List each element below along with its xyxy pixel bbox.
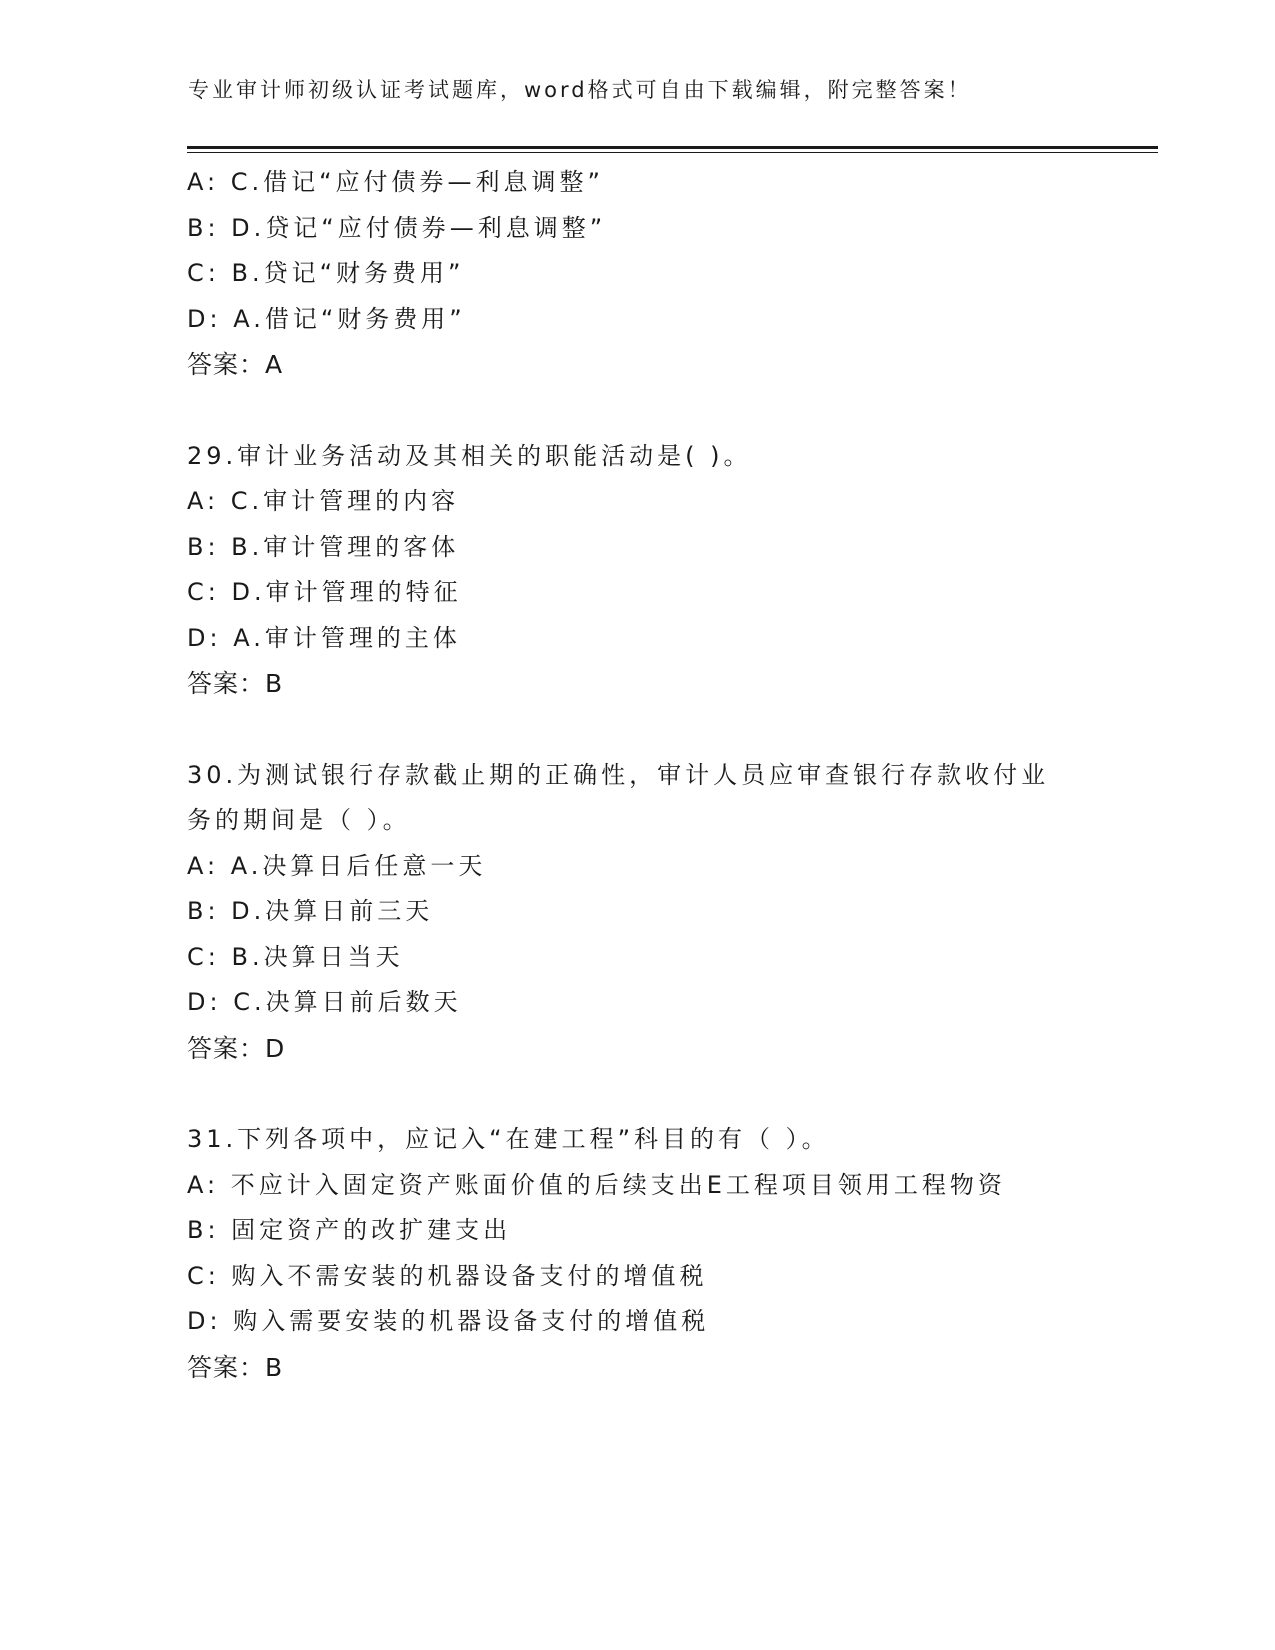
question-stem: 30.为测试银行存款截止期的正确性，审计人员应审查银行存款收付业务的期间是（ ）。 bbox=[187, 760, 1050, 834]
header-rule-thin bbox=[187, 152, 1158, 153]
option-a: A: A.决算日后任意一天 bbox=[187, 851, 487, 880]
option-c: C: 购入不需安装的机器设备支付的增值税 bbox=[187, 1261, 708, 1290]
question-30 bbox=[187, 753, 1087, 1072]
question-content bbox=[187, 160, 1087, 1390]
question-28 bbox=[187, 160, 1087, 388]
option-b: B: D.贷记“应付债券—利息调整” bbox=[187, 213, 607, 242]
option-d: D: A.审计管理的主体 bbox=[187, 623, 461, 652]
option-c: C: B.贷记“财务费用” bbox=[187, 259, 465, 287]
answer: 答案：B bbox=[187, 1352, 284, 1382]
option-b: B: D.决算日前三天 bbox=[187, 897, 434, 925]
option-d: D: A.借记“财务费用” bbox=[187, 304, 466, 333]
answer: 答案：D bbox=[187, 1033, 286, 1063]
question-stem: 31.下列各项中，应记入“在建工程”科目的有（ ）。 bbox=[187, 1125, 830, 1153]
option-c: C: D.审计管理的特征 bbox=[187, 578, 462, 606]
option-d: D: 购入需要安装的机器设备支付的增值税 bbox=[187, 1307, 710, 1335]
spacer bbox=[187, 1071, 1087, 1117]
option-b: B: B.审计管理的客体 bbox=[187, 532, 460, 561]
spacer bbox=[187, 388, 1087, 434]
question-stem: 29.审计业务活动及其相关的职能活动是( )。 bbox=[187, 441, 752, 470]
option-a: A: C.借记“应付债券—利息调整” bbox=[187, 168, 604, 196]
question-29 bbox=[187, 434, 1087, 707]
answer: 答案：B bbox=[187, 669, 284, 698]
question-31 bbox=[187, 1117, 1087, 1390]
page-header: 专业审计师初级认证考试题库，word格式可自由下载编辑，附完整答案！ bbox=[188, 78, 972, 102]
option-a: A: 不应计入固定资产账面价值的后续支出E工程项目领用工程物资 bbox=[187, 1170, 1006, 1199]
option-a: A: C.审计管理的内容 bbox=[187, 487, 460, 515]
header-rule-thick bbox=[187, 146, 1158, 149]
option-d: D: C.决算日前后数天 bbox=[187, 988, 462, 1016]
option-b: B: 固定资产的改扩建支出 bbox=[187, 1216, 512, 1244]
spacer bbox=[187, 707, 1087, 753]
option-c: C: B.决算日当天 bbox=[187, 942, 404, 971]
answer: 答案：A bbox=[187, 350, 284, 379]
